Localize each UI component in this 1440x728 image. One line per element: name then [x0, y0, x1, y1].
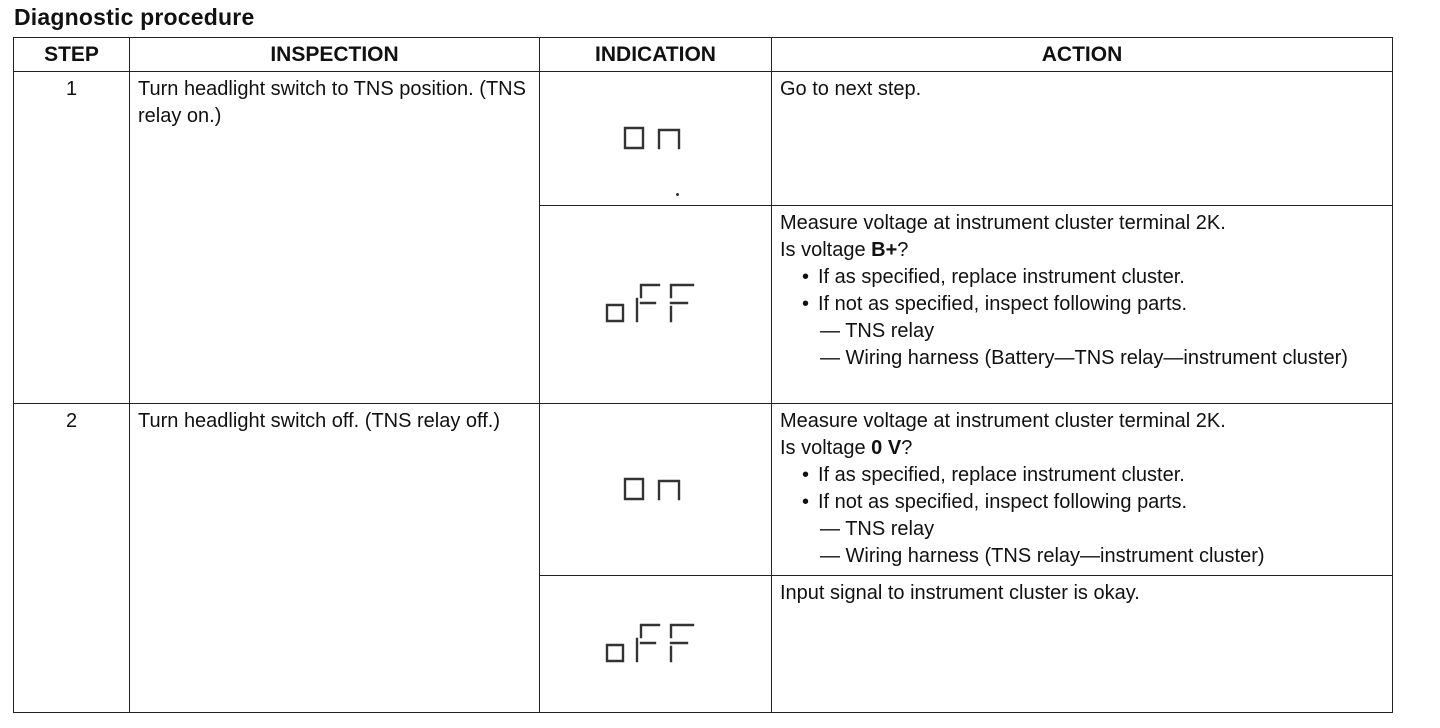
bullet-dot: •	[802, 491, 810, 513]
table-header-row	[14, 38, 1393, 72]
indication-cell	[540, 576, 772, 713]
scan-speck	[676, 193, 679, 196]
bullet-text: If as specified, replace instrument cluster.	[818, 266, 1185, 288]
indication-cell	[540, 72, 772, 206]
bullet-dot: •	[802, 293, 810, 315]
question-suffix: ?	[901, 437, 913, 459]
action-cell	[772, 576, 1393, 713]
step-number: 1	[14, 72, 130, 404]
action-line: Measure voltage at instrument cluster terminal 2K.	[780, 410, 1226, 432]
question-value: B+	[871, 239, 898, 261]
dash-item: — TNS relay	[820, 518, 935, 540]
action-question	[780, 435, 1384, 462]
bullet-text: If not as specified, inspect following parts.	[818, 491, 1188, 513]
dash-item: — TNS relay	[820, 320, 935, 342]
inspection-text: Turn headlight switch off. (TNS relay off.)	[130, 404, 540, 713]
table-row	[14, 72, 1393, 206]
dash-item: — Wiring harness (Battery—TNS relay—instrument cluster)	[820, 347, 1348, 369]
action-cell	[772, 72, 1393, 206]
segment-display-on	[621, 119, 691, 153]
header-inspection: INSPECTION	[130, 38, 540, 72]
header-step: STEP	[14, 38, 130, 72]
action-line: Measure voltage at instrument cluster terminal 2K.	[780, 212, 1226, 234]
bullet-item	[780, 264, 1384, 291]
bullet-text: If not as specified, inspect following parts.	[818, 293, 1188, 315]
question-value: 0 V	[871, 437, 902, 459]
step-number: 2	[14, 404, 130, 713]
segment-display-off	[601, 277, 711, 327]
inspection-text: Turn headlight switch to TNS position. (TNS relay on.)	[130, 72, 540, 404]
segment-display-off	[601, 617, 711, 667]
bullet-item	[780, 489, 1384, 516]
indication-cell	[540, 404, 772, 576]
question-prefix: Is voltage	[780, 437, 872, 459]
header-action: ACTION	[772, 38, 1393, 72]
header-indication: INDICATION	[540, 38, 772, 72]
segment-display-on	[621, 470, 691, 504]
dash-item: — Wiring harness (TNS relay—instrument cluster)	[820, 545, 1265, 567]
bullet-item	[780, 291, 1384, 318]
indication-cell	[540, 206, 772, 404]
action-text: Input signal to instrument cluster is okay.	[780, 582, 1140, 604]
bullet-dot: •	[802, 464, 810, 486]
bullet-dot: •	[802, 266, 810, 288]
bullet-text: If as specified, replace instrument cluster.	[818, 464, 1185, 486]
action-cell	[772, 206, 1393, 404]
diagnostic-table	[13, 37, 1393, 713]
page-title: Diagnostic procedure	[14, 4, 255, 30]
table-row	[14, 404, 1393, 576]
action-question	[780, 237, 1384, 264]
bullet-item	[780, 462, 1384, 489]
action-cell	[772, 404, 1393, 576]
question-suffix: ?	[897, 239, 909, 261]
action-text: Go to next step.	[780, 78, 922, 100]
question-prefix: Is voltage	[780, 239, 872, 261]
